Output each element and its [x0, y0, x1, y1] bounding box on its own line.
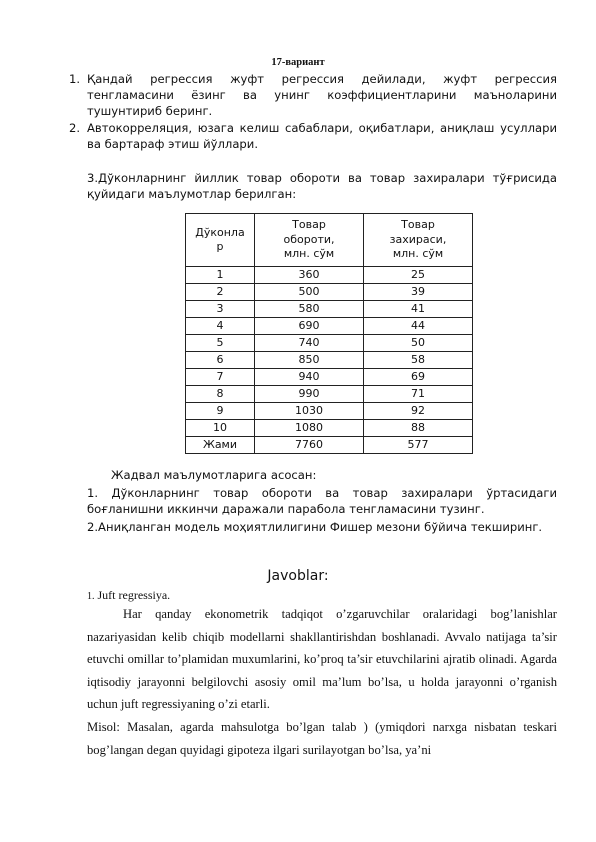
table-cell: 6	[186, 352, 255, 369]
table-cell: 58	[364, 352, 473, 369]
table-row	[186, 420, 473, 437]
table-cell: 577	[364, 437, 473, 454]
task-3-text: 3.Дўконларнинг йиллик товар обороти ва товар захиралари тўғрисида қуйидаги маълумотлар берилган:	[87, 171, 557, 201]
table-cell: 92	[364, 403, 473, 420]
table-cell: 1080	[255, 420, 364, 437]
task-1: 1. Дўконларнинг товар обороти ва товар захиралари ўртасидаги боғланишни иккинчи даражали парабола тенгламасини тузинг.	[87, 486, 557, 516]
table-cell: 740	[255, 335, 364, 352]
table-cell: 25	[364, 267, 473, 284]
table-cell: 690	[255, 318, 364, 335]
table-total-row	[186, 437, 473, 454]
answer-1-number: 1.	[87, 591, 95, 602]
column-header-stock: Товар захираси, млн. сўм	[364, 214, 473, 267]
answer-1-title: Juft regressiya.	[97, 588, 171, 602]
answer-body	[87, 603, 557, 761]
table-cell: 3	[186, 301, 255, 318]
table-row	[186, 284, 473, 301]
question-2	[69, 120, 557, 152]
column-header-stores: Дўконла р	[186, 214, 255, 267]
table-cell: 1	[186, 267, 255, 284]
table-cell: 8	[186, 386, 255, 403]
question-text: Қандай регрессия жуфт регрессия дейилади, жуфт регрессия тенгламасини ёзинг ва унинг коэффициентларини маъноларини тушунтириб беринг.	[87, 72, 557, 118]
task-2: 2.Аниқланган модель моҳиятлилигини Фишер мезони бўйича текширинг.	[87, 520, 543, 534]
answers-title: Javoblar:	[267, 568, 329, 584]
table-cell: 69	[364, 369, 473, 386]
question-1	[69, 71, 557, 119]
table-cell: 9	[186, 403, 255, 420]
table-cell: 44	[364, 318, 473, 335]
table-row	[186, 403, 473, 420]
answer-1-heading	[87, 588, 170, 603]
table-cell: 71	[364, 386, 473, 403]
table-cell: 50	[364, 335, 473, 352]
table-row	[186, 369, 473, 386]
table-cell: 4	[186, 318, 255, 335]
table-row	[186, 267, 473, 284]
table-cell: 580	[255, 301, 364, 318]
question-number: 2.	[69, 121, 81, 135]
table-row	[186, 352, 473, 369]
table-cell: 940	[255, 369, 364, 386]
question-text: Автокорреляция, юзага келиш сабаблари, оқибатлари, аниқлаш усуллари ва бартараф этиш йўллари.	[87, 121, 557, 151]
table-header-row	[186, 214, 473, 267]
table-row	[186, 386, 473, 403]
table-cell: 7760	[255, 437, 364, 454]
answer-paragraph-2: Misol: Masalan, agarda mahsulotga bo’lgan talab ) (ymiqdori narxga nisbatan teskari bog’langan degan quyidagi gipoteza ilgari surilayotgan bo’lsa, ya’ni	[87, 719, 557, 757]
table-row	[186, 335, 473, 352]
table-row	[186, 301, 473, 318]
data-table	[185, 213, 473, 454]
table-cell: 41	[364, 301, 473, 318]
table-cell: 2	[186, 284, 255, 301]
answer-paragraph-1: Har qanday ekonometrik tadqiqot o’zgaruvchilar oralaridagi bog’lanishlar nazariyasidan kelib chiqib modellarni shakllantirishdan boshlanadi. Avvalo natijaga ta’sir etuvchi omillar to’plamidan muxumlarini, ko’proq ta’sir etuvchilarini ajratib olinadi. Agarda iqtisodiy jarayonni belgilovchi asosiy omil ma’lum bo’lsa, u holda jarayonni o’rganish uchun juft regressiyaning o’zi etarli.	[87, 607, 557, 712]
table-cell: 850	[255, 352, 364, 369]
variant-title: 17-вариант	[271, 57, 325, 68]
table-row	[186, 318, 473, 335]
table-intro: Жадвал маълумотларига асосан:	[111, 468, 317, 482]
table-cell: 39	[364, 284, 473, 301]
table-cell: 88	[364, 420, 473, 437]
table-cell: 5	[186, 335, 255, 352]
table-cell: 990	[255, 386, 364, 403]
table-cell: 1030	[255, 403, 364, 420]
table-cell: Жами	[186, 437, 255, 454]
table-cell: 500	[255, 284, 364, 301]
table-cell: 10	[186, 420, 255, 437]
table-cell: 7	[186, 369, 255, 386]
question-number: 1.	[69, 72, 81, 86]
table-cell: 360	[255, 267, 364, 284]
column-header-turnover: Товар обороти, млн. сўм	[255, 214, 364, 267]
